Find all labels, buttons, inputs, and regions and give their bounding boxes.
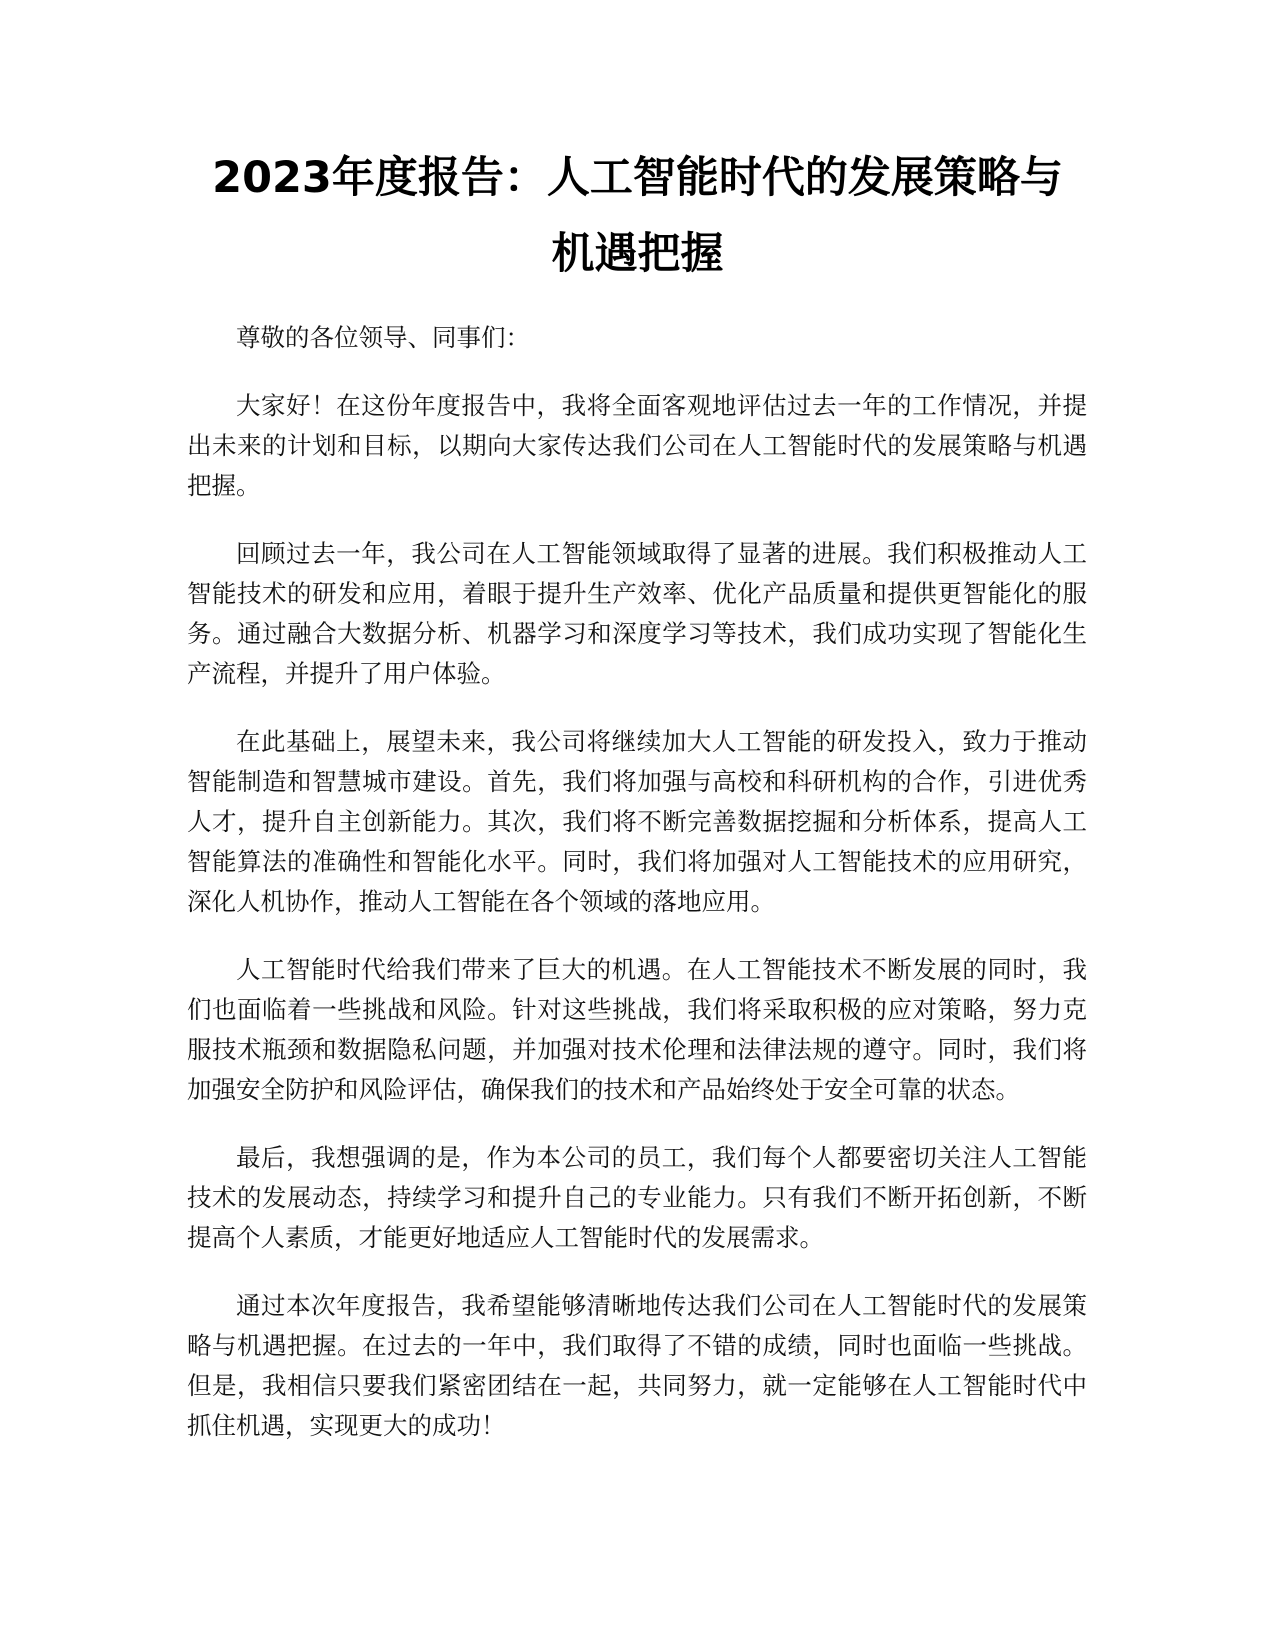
document-title — [150, 140, 1125, 292]
paragraph-4: 人工智能时代给我们带来了巨大的机遇。在人工智能技术不断发展的同时，我们也面临着一些挑战和风险。针对这些挑战，我们将采取积极的应对策略，努力克服技术瓶颈和数据隐私问题，并加强对技术伦理和法律法规的遵守。同时，我们将加强安全防护和风险评估，确保我们的技术和产品始终处于安全可靠的状态。 — [187, 955, 1087, 1104]
paragraph-3: 在此基础上，展望未来，我公司将继续加大人工智能的研发投入，致力于推动智能制造和智慧城市建设。首先，我们将加强与高校和科研机构的合作，引进优秀人才，提升自主创新能力。其次，我们将不断完善数据挖掘和分析体系，提高人工智能算法的准确性和智能化水平。同时，我们将加强对人工智能技术的应用研究，深化人机协作，推动人工智能在各个领域的落地应用。 — [187, 727, 1087, 916]
paragraph-5: 最后，我想强调的是，作为本公司的员工，我们每个人都要密切关注人工智能技术的发展动态，持续学习和提升自己的专业能力。只有我们不断开拓创新，不断提高个人素质，才能更好地适应人工智能时代的发展需求。 — [187, 1143, 1087, 1252]
title-line-2: 机遇把握 — [551, 229, 724, 279]
paragraph-2: 回顾过去一年，我公司在人工智能领域取得了显著的进展。我们积极推动人工智能技术的研发和应用，着眼于提升生产效率、优化产品质量和提供更智能化的服务。通过融合大数据分析、机器学习和深度学习等技术，我们成功实现了智能化生产流程，并提升了用户体验。 — [187, 539, 1087, 688]
title-line-1: 2023年度报告：人工智能时代的发展策略与 — [212, 153, 1063, 203]
document-body — [187, 318, 1087, 1474]
paragraph-6: 通过本次年度报告，我希望能够清晰地传达我们公司在人工智能时代的发展策略与机遇把握。在过去的一年中，我们取得了不错的成绩，同时也面临一些挑战。但是，我相信只要我们紧密团结在一起，共同努力，就一定能够在人工智能时代中抓住机遇，实现更大的成功！ — [187, 1291, 1087, 1440]
greeting: 尊敬的各位领导、同事们： — [236, 323, 530, 352]
paragraph-1: 大家好！在这份年度报告中，我将全面客观地评估过去一年的工作情况，并提出未来的计划和目标，以期向大家传达我们公司在人工智能时代的发展策略与机遇把握。 — [187, 391, 1087, 500]
